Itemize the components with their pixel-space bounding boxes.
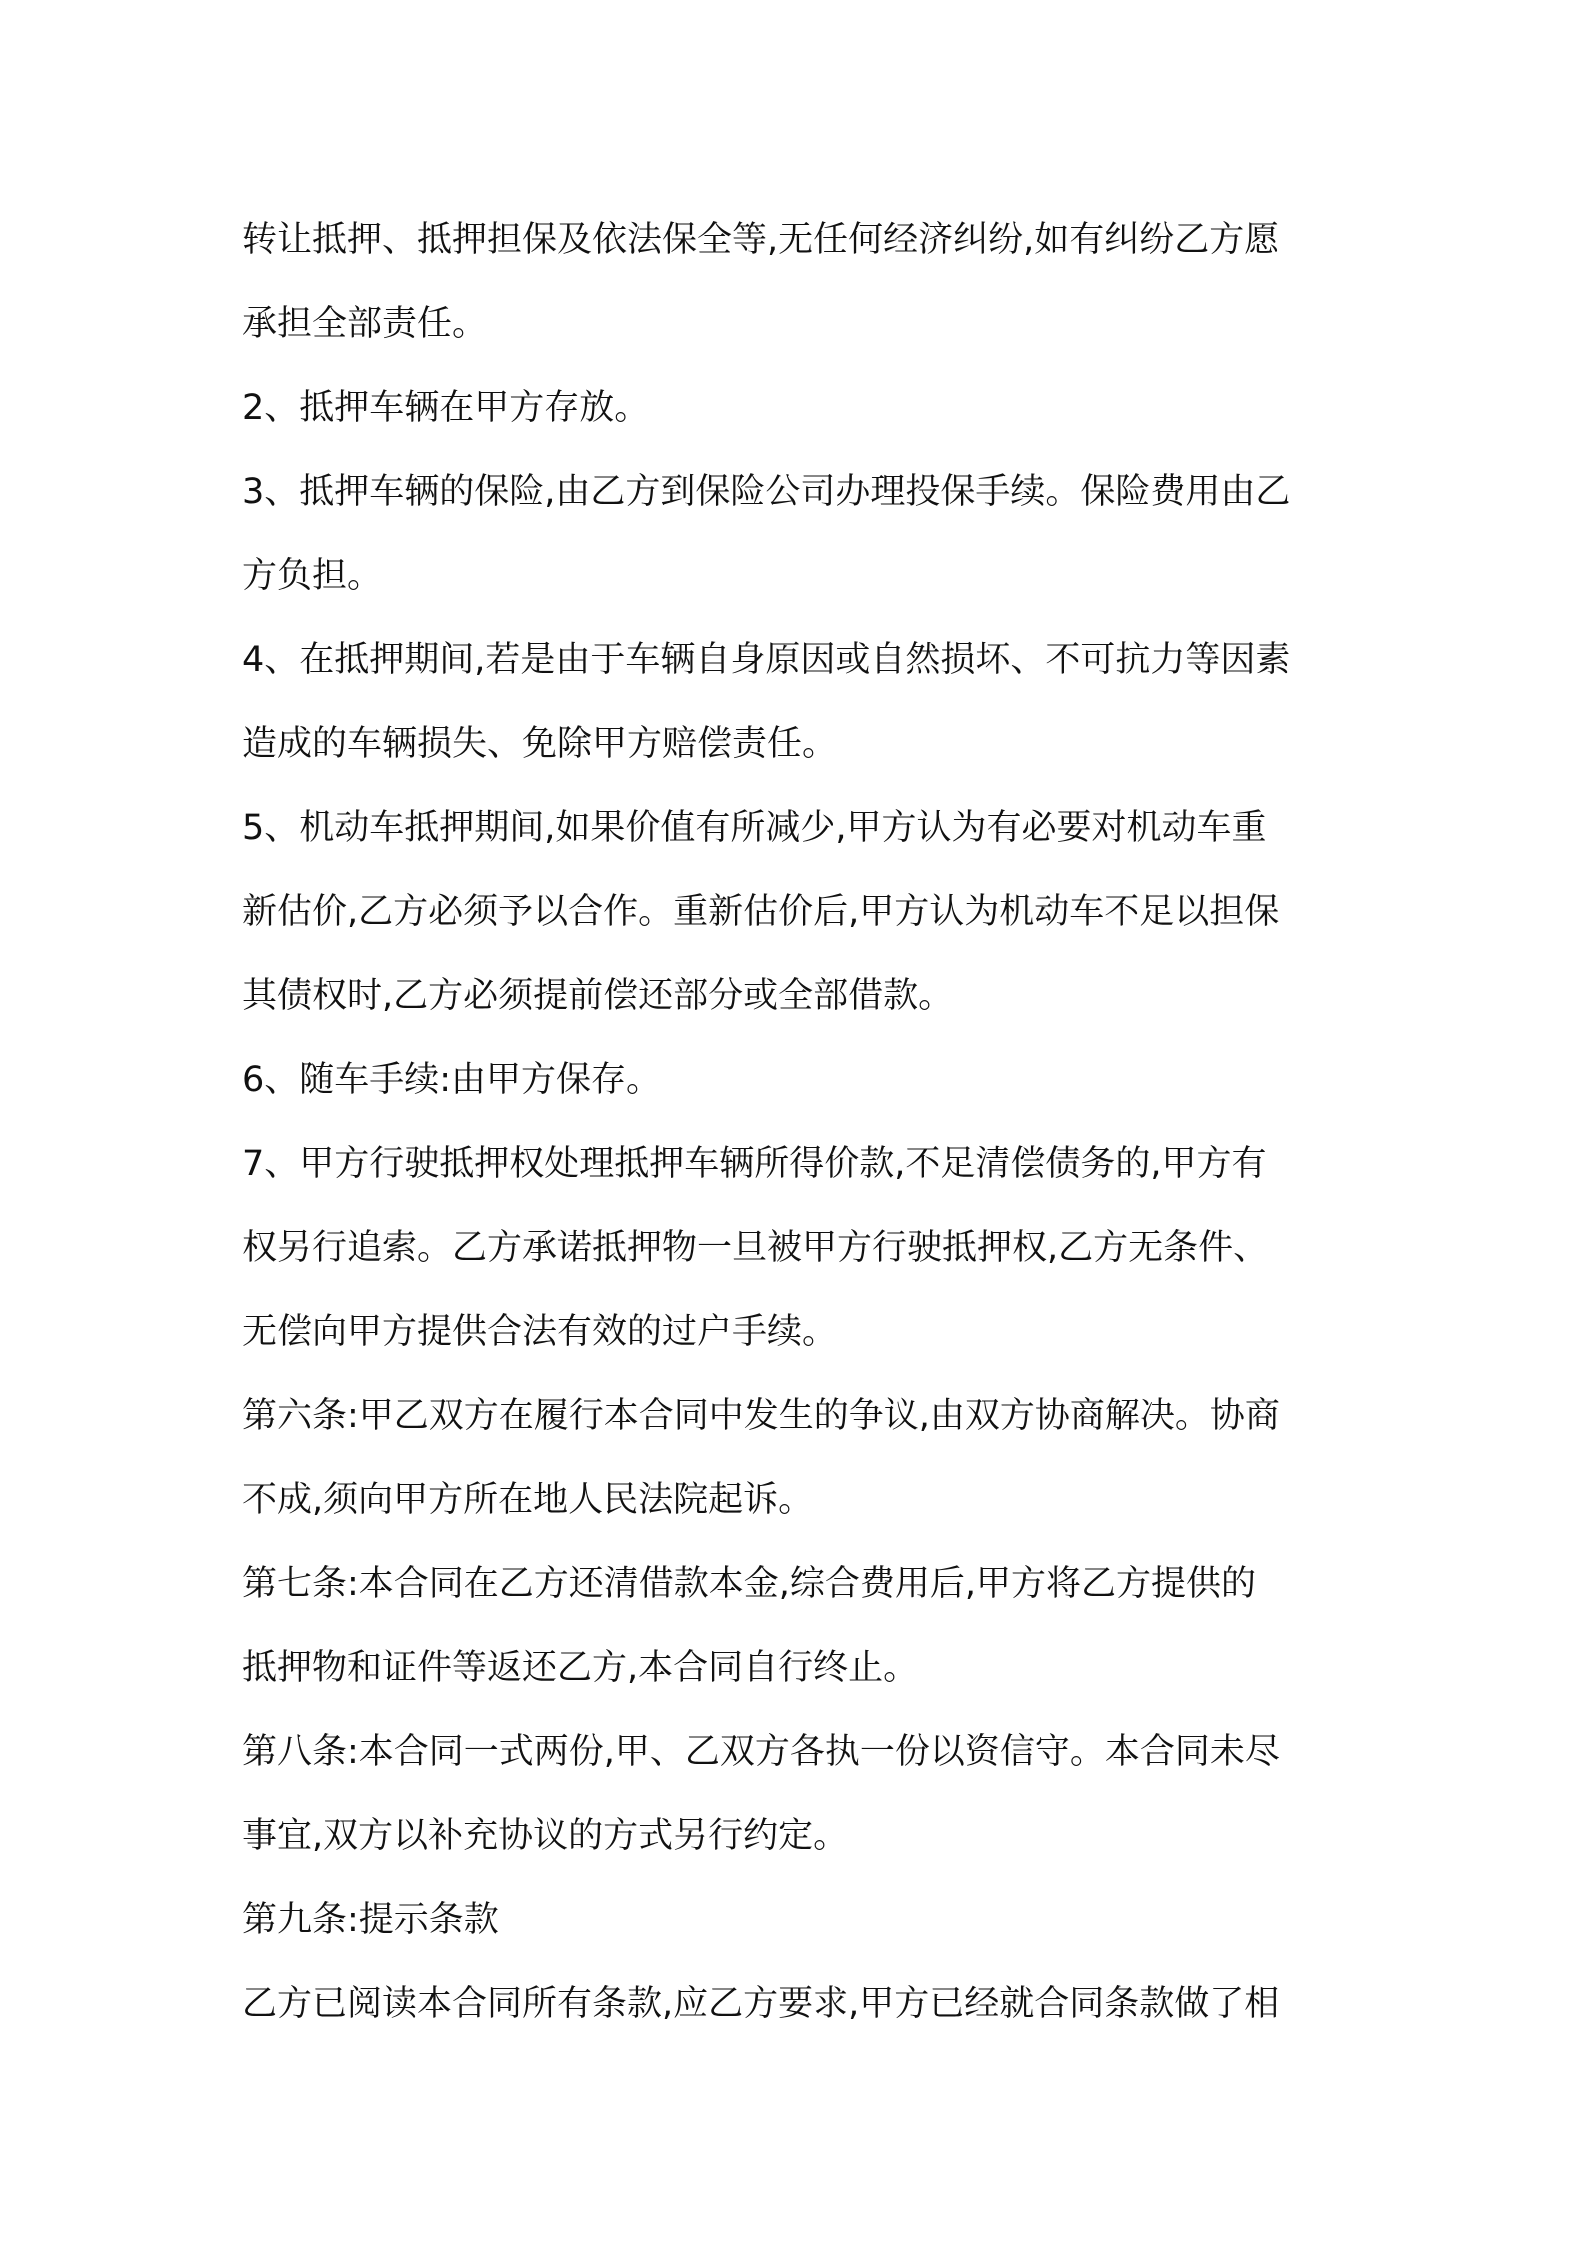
- text-line: 第六条:甲乙双方在履行本合同中发生的争议,由双方协商解决。协商: [242, 1396, 1280, 1436]
- text-line: 乙方已阅读本合同所有条款,应乙方要求,甲方已经就合同条款做了相: [242, 1984, 1280, 2024]
- text-line: 事宜,双方以补充协议的方式另行约定。: [242, 1816, 849, 1856]
- text-line: 其债权时,乙方必须提前偿还部分或全部借款。: [242, 976, 954, 1016]
- text-line: 7、甲方行驶抵押权处理抵押车辆所得价款,不足清偿债务的,甲方有: [242, 1144, 1267, 1184]
- text-line: 第八条:本合同一式两份,甲、乙双方各执一份以资信守。本合同未尽: [242, 1732, 1280, 1772]
- text-line: 6、随车手续:由甲方保存。: [242, 1060, 662, 1100]
- text-line: 方负担。: [242, 556, 383, 596]
- text-line: 权另行追索。乙方承诺抵押物一旦被甲方行驶抵押权,乙方无条件、: [242, 1228, 1269, 1268]
- text-line: 3、抵押车辆的保险,由乙方到保险公司办理投保手续。保险费用由乙: [242, 472, 1291, 512]
- text-line: 承担全部责任。: [242, 304, 488, 344]
- text-line: 造成的车辆损失、免除甲方赔偿责任。: [242, 724, 838, 764]
- text-line: 第七条:本合同在乙方还清借款本金,综合费用后,甲方将乙方提供的: [242, 1564, 1257, 1604]
- text-line: 转让抵押、抵押担保及依法保全等,无任何经济纠纷,如有纠纷乙方愿: [242, 220, 1280, 260]
- text-line: 5、机动车抵押期间,如果价值有所减少,甲方认为有必要对机动车重: [242, 808, 1267, 848]
- text-line: 2、抵押车辆在甲方存放。: [242, 388, 650, 428]
- text-line: 抵押物和证件等返还乙方,本合同自行终止。: [242, 1648, 919, 1688]
- text-line: 4、在抵押期间,若是由于车辆自身原因或自然损坏、不可抗力等因素: [242, 640, 1291, 680]
- text-line: 不成,须向甲方所在地人民法院起诉。: [242, 1480, 814, 1520]
- text-line: 无偿向甲方提供合法有效的过户手续。: [242, 1312, 838, 1352]
- contract-text-body: [242, 198, 1362, 2046]
- text-line: 新估价,乙方必须予以合作。重新估价后,甲方认为机动车不足以担保: [242, 892, 1280, 932]
- text-line: 第九条:提示条款: [242, 1900, 499, 1940]
